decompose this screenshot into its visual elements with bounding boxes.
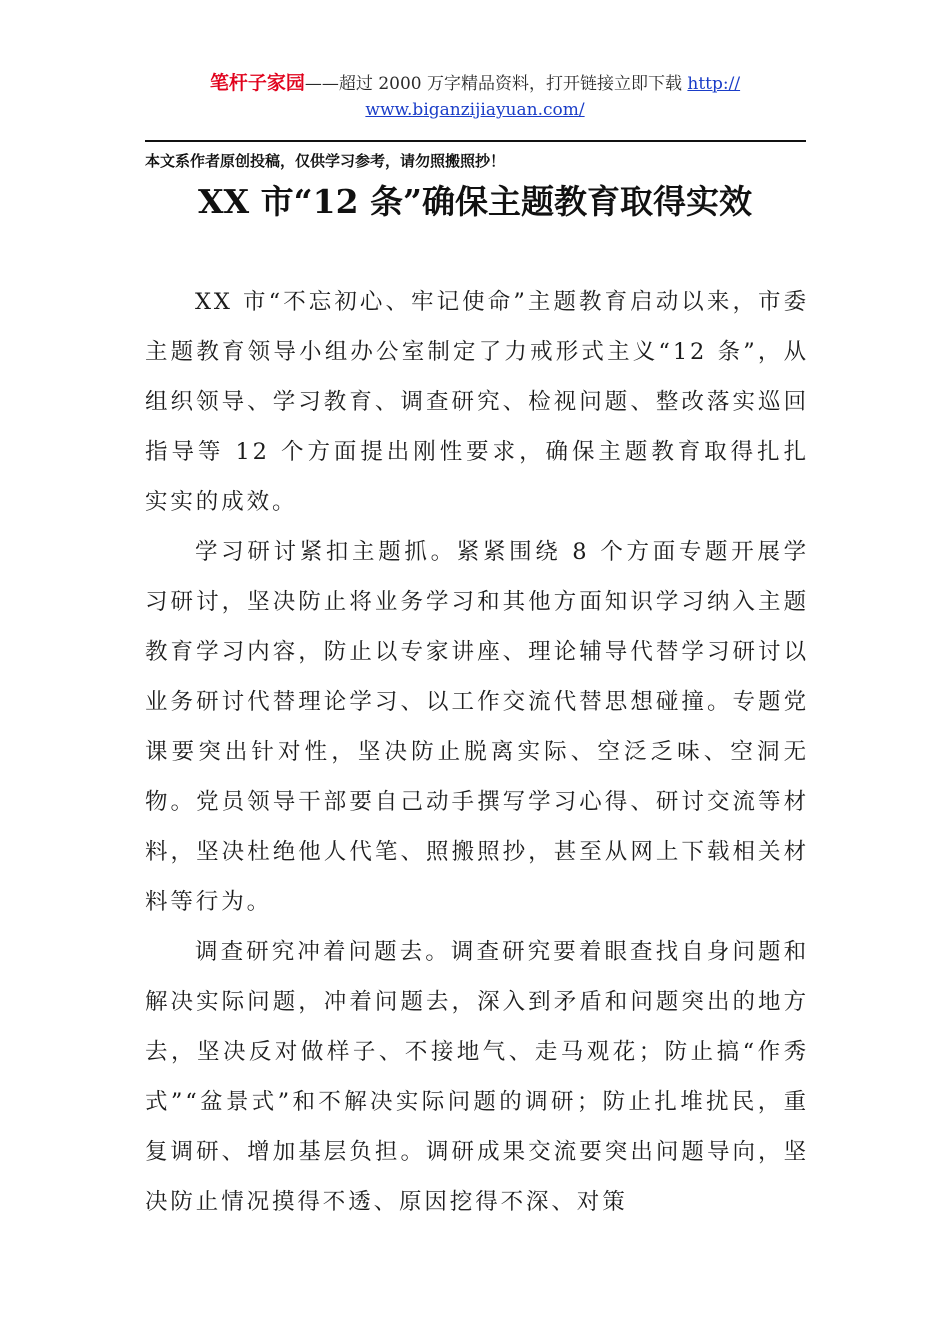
page-title: XX 市“12 条”确保主题教育取得实效 — [197, 182, 753, 221]
paragraph-text: 调查研究要着眼查找自身问题和解决实际问题，冲着问题去，深入到矛盾和问题突出的地方去，坚决反对做样子、不接地气、走马观花；防止搞“作秀式”“盆景式”和不解决实际问题的调研；防止扎堆扰民，重复调研、增加基层负担。调研成果交流要突出问题导向，坚决防止情况摸得不透、原因挖得不深、对策 — [145, 939, 809, 1215]
paragraph-lead: 调查研究冲着问题去。 — [195, 939, 451, 965]
paragraph-lead: 学习研讨紧扣主题抓。 — [195, 539, 457, 565]
paragraph-text: XX 市“不忘初心、牢记使命”主题教育启动以来，市委主题教育领导小组办公室制定了力戒形式主义“12 条”，从组织领导、学习教育、调查研究、检视问题、整改落实巡回指导等 12 个方面提出刚性要求，确保主题教育取得扎扎实实的成效。 — [145, 289, 809, 515]
paragraph-text: 紧紧围绕 8 个方面专题开展学习研讨，坚决防止将业务学习和其他方面知识学习纳入主题教育学习内容，防止以专家讲座、理论辅导代替学习研讨以业务研讨代替理论学习、以工作交流代替思想碰撞。专题党课要突出针对性，坚决防止脱离实际、空泛乏味、空洞无物。党员领导干部要自己动手撰写学习心得、研讨交流等材料，坚决杜绝他人代笔、照搬照抄，甚至从网上下载相关材料等行为。 — [145, 539, 809, 915]
copyright-notice: 本文系作者原创投稿，仅供学习参考，请勿照搬照抄！ — [145, 152, 506, 170]
site-header — [145, 70, 805, 123]
header-tagline: ——超过 2000 万字精品资料，打开链接立即下载 — [304, 74, 688, 94]
header-divider — [145, 140, 806, 142]
paragraph — [145, 527, 809, 927]
article-body — [145, 277, 809, 1227]
download-link-part1[interactable]: http:// — [687, 74, 741, 94]
paragraph — [145, 277, 809, 527]
download-link-part2[interactable]: www.biganzijiayuan.com/ — [365, 100, 585, 120]
brand-name: 笔杆子家园 — [209, 72, 305, 94]
paragraph — [145, 927, 809, 1227]
